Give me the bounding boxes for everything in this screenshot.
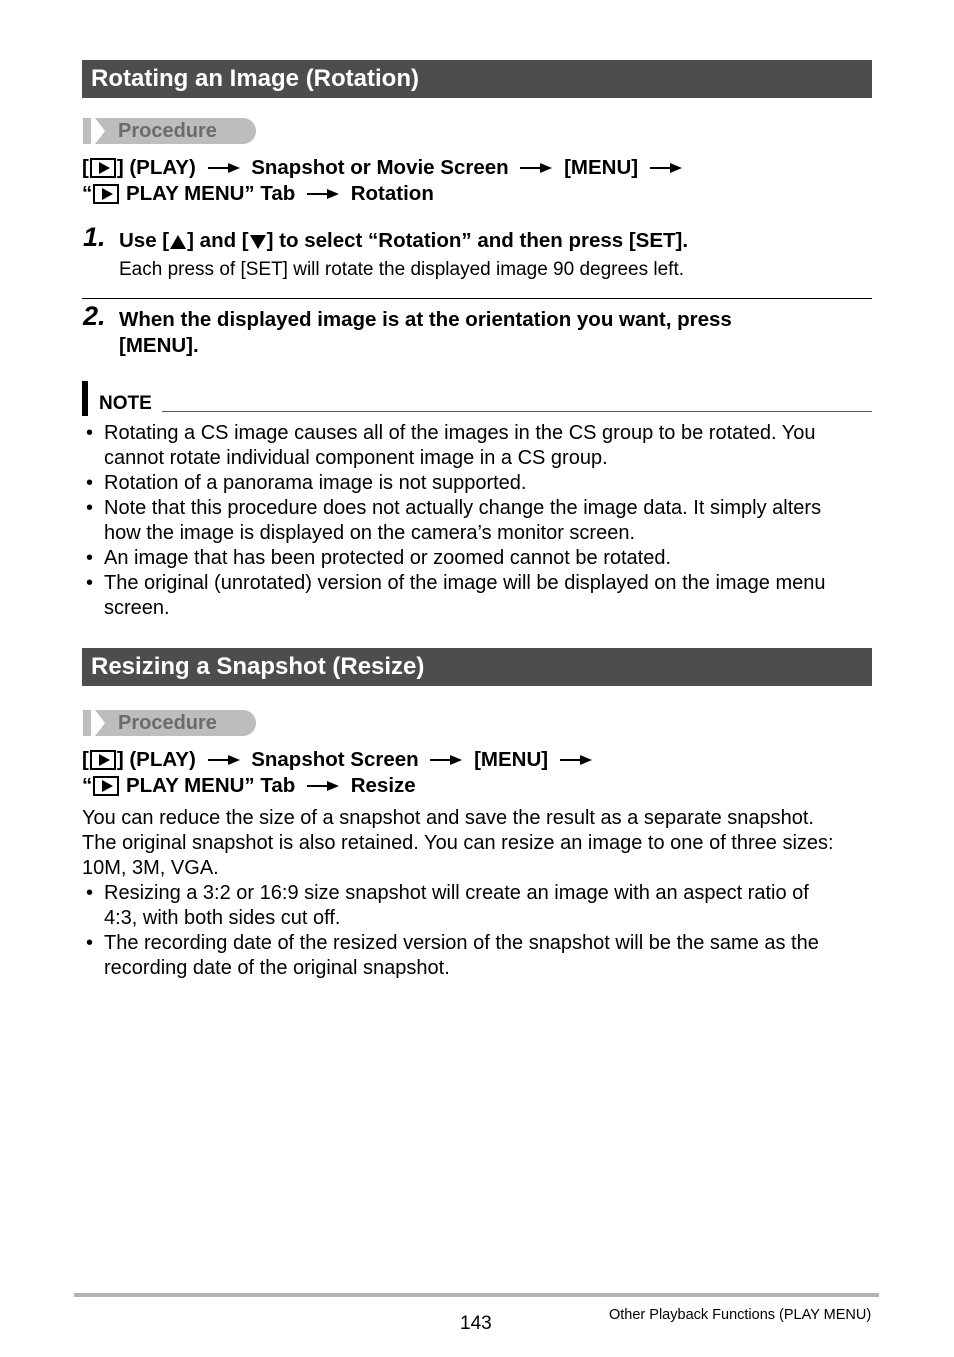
bullet-line: Resizing a 3:2 or 16:9 size snapshot will create an image with an aspect ratio of (104, 882, 809, 904)
bullet-line: 4:3, with both sides cut off. (104, 907, 341, 929)
path-target: Rotation (350, 181, 434, 205)
note-line: Rotating a CS image causes all of the images in the CS group to be rotated. You (104, 422, 816, 444)
resize-bullet-list (82, 881, 872, 981)
resize-bullet-item (82, 931, 872, 981)
step-1-part3: ] to select “Rotation” and then press [SET]. (266, 229, 689, 252)
note-marker (82, 381, 88, 416)
open-quote: “ (82, 773, 93, 797)
menu-path-line-2 (82, 772, 416, 799)
note-item (82, 571, 872, 621)
note-line: Rotation of a panorama image is not supported. (104, 472, 527, 494)
open-quote: “ (82, 181, 93, 205)
bullet: • (86, 882, 94, 904)
note-rule (162, 411, 872, 412)
arrow-right-icon (518, 162, 554, 174)
bullet: • (86, 932, 94, 954)
intro-line: You can reduce the size of a snapshot and save the result as a separate snapshot. (82, 807, 814, 829)
step-number-1: 1. (83, 222, 106, 252)
resize-intro (82, 806, 834, 881)
bullet-line: The recording date of the resized version of the snapshot will be the same as the (104, 932, 819, 954)
procedure-label: Procedure (118, 712, 217, 734)
bullet: • (86, 472, 94, 494)
arrow-right-icon (305, 780, 341, 792)
note-line: The original (unrotated) version of the image will be displayed on the image menu (104, 572, 826, 594)
section-title-resize: Resizing a Snapshot (Resize) (82, 648, 872, 686)
path-target: Resize (350, 773, 416, 797)
arrow-right-icon (305, 188, 341, 200)
path-tab: PLAY MENU” Tab (125, 773, 296, 797)
footer-chapter: Other Playback Functions (PLAY MENU) (609, 1307, 872, 1323)
procedure-label: Procedure (118, 120, 217, 142)
note-label: NOTE (99, 393, 152, 414)
bullet: • (86, 497, 94, 519)
step-1-detail: Each press of [SET] will rotate the displayed image 90 degrees left. (119, 259, 685, 280)
menu-path-line-2 (82, 180, 434, 207)
intro-line: The original snapshot is also retained. You can resize an image to one of three sizes: (82, 832, 834, 854)
menu-path-line-1 (82, 746, 598, 773)
procedure-tag (83, 710, 256, 736)
path-screen: Snapshot or Movie Screen (251, 155, 509, 179)
step-1-part1: Use [ (119, 229, 170, 252)
note-line: how the image is displayed on the camera’s monitor screen. (104, 522, 636, 544)
play-label: ] (PLAY) (116, 155, 196, 179)
arrow-right-icon (206, 162, 242, 174)
menu-path-line-1 (82, 154, 688, 181)
step-1-instruction (119, 228, 688, 254)
arrow-right-icon (648, 162, 684, 174)
note-item (82, 421, 872, 471)
note-line: An image that has been protected or zoomed cannot be rotated. (104, 547, 672, 569)
path-screen: Snapshot Screen (251, 747, 419, 771)
step-2-line2: [MENU]. (119, 334, 199, 357)
step-number-2: 2. (83, 301, 106, 331)
note-list (82, 421, 872, 621)
up-arrow-icon (170, 235, 186, 249)
step-2-line1: When the displayed image is at the orientation you want, press (119, 308, 732, 331)
play-menu-icon (93, 184, 119, 204)
note-item (82, 546, 872, 571)
resize-bullet-item (82, 881, 872, 931)
bracket-open: [ (82, 747, 89, 771)
arrow-right-icon (428, 754, 464, 766)
play-button-icon (90, 158, 116, 178)
footer-rule (74, 1293, 879, 1297)
note-item (82, 471, 872, 496)
step-2-instruction (119, 307, 732, 359)
note-item (82, 496, 872, 546)
step-1-part2: ] and [ (187, 229, 249, 252)
bullet: • (86, 422, 94, 444)
bullet-line: recording date of the original snapshot. (104, 957, 450, 979)
note-line: cannot rotate individual component image in a CS group. (104, 447, 608, 469)
bullet: • (86, 572, 94, 594)
down-arrow-icon (250, 235, 266, 249)
bracket-open: [ (82, 155, 89, 179)
path-tab: PLAY MENU” Tab (125, 181, 296, 205)
play-menu-icon (93, 776, 119, 796)
path-menu: [MENU] (474, 747, 549, 771)
page-number: 143 (460, 1313, 492, 1334)
section-title-rotation: Rotating an Image (Rotation) (82, 60, 872, 98)
intro-line: 10M, 3M, VGA. (82, 857, 219, 879)
arrow-right-icon (558, 754, 594, 766)
path-menu: [MENU] (564, 155, 639, 179)
procedure-tag (83, 118, 256, 144)
play-label: ] (PLAY) (116, 747, 196, 771)
bullet: • (86, 547, 94, 569)
play-button-icon (90, 750, 116, 770)
arrow-right-icon (206, 754, 242, 766)
note-line: Note that this procedure does not actually change the image data. It simply alters (104, 497, 822, 519)
step-divider (82, 298, 872, 299)
note-line: screen. (104, 597, 170, 619)
